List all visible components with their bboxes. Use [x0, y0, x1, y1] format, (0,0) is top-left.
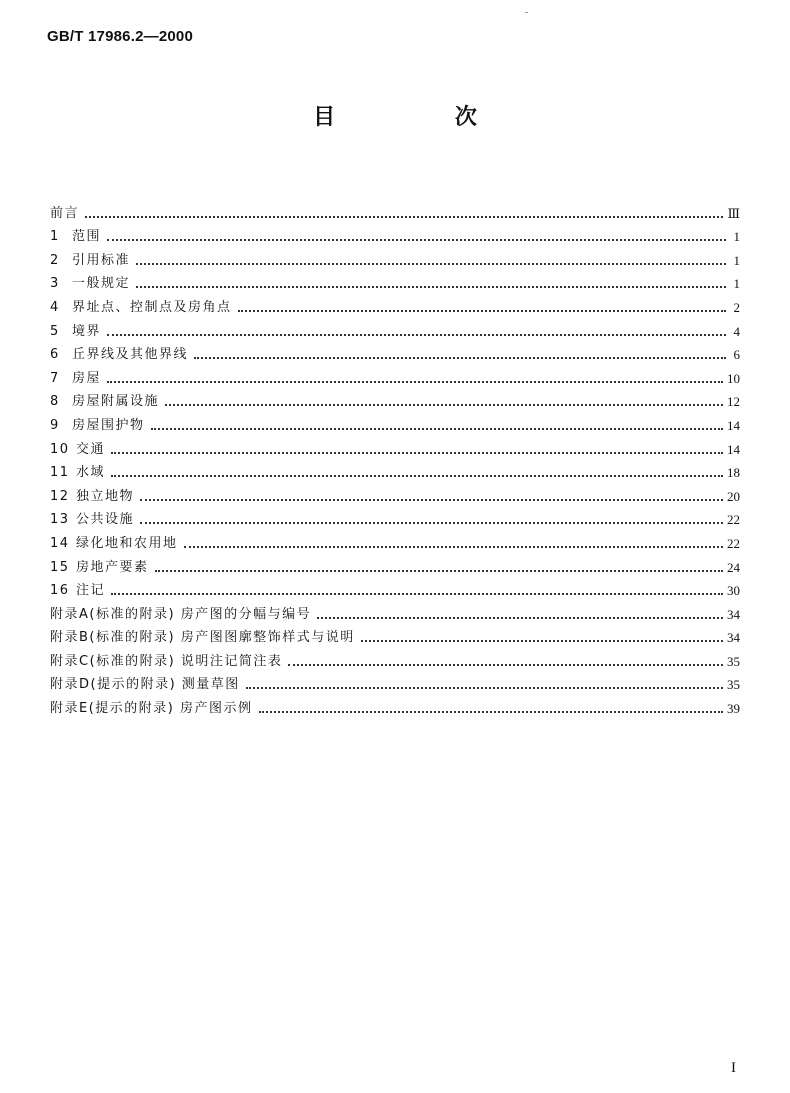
dot-leader	[238, 310, 726, 312]
toc-entry-label-group	[50, 560, 149, 576]
toc-entry-label: 附录D(提示的附录) 测量草图	[50, 677, 240, 693]
toc-entry-label-group	[50, 206, 79, 222]
dot-leader	[111, 475, 723, 477]
toc-entry[interactable]	[50, 693, 740, 717]
toc-entry-label-group	[50, 583, 105, 599]
toc-entry-number: 6	[50, 347, 60, 363]
dot-leader	[111, 593, 723, 595]
dot-leader	[136, 263, 726, 265]
toc-entry-label: 独立地物	[76, 488, 135, 504]
toc-entry[interactable]	[50, 505, 740, 529]
toc-entry[interactable]	[50, 623, 740, 647]
toc-entry[interactable]	[50, 387, 740, 411]
toc-entry-label: 境界	[72, 323, 102, 339]
toc-entry-label-group	[50, 536, 178, 552]
toc-entry-label: 界址点、控制点及房角点	[72, 299, 232, 315]
toc-entry[interactable]	[50, 269, 740, 293]
dot-leader	[155, 570, 723, 572]
dot-leader	[151, 428, 723, 430]
toc-entry-number: 1	[50, 229, 60, 245]
toc-entry-label: 引用标准	[72, 252, 131, 268]
toc-entry-number: 14	[50, 535, 70, 551]
toc-entry-number: 3	[50, 276, 60, 292]
toc-entry-page: 10	[727, 370, 740, 386]
toc-entry[interactable]	[50, 292, 740, 316]
toc-entry-page: 35	[727, 653, 740, 669]
toc-entry[interactable]	[50, 528, 740, 552]
toc-entry-label: 丘界线及其他界线	[72, 347, 189, 363]
toc-entry-label-group	[50, 489, 134, 505]
toc-entry-label: 水域	[76, 465, 106, 481]
toc-entry-label: 房屋围护物	[72, 417, 145, 433]
toc-entry[interactable]	[50, 410, 740, 434]
toc-entry-label: 房地产要素	[76, 559, 149, 575]
toc-entry-label-group	[50, 229, 101, 245]
dot-leader	[165, 404, 723, 406]
table-of-contents	[50, 198, 740, 717]
toc-entry-label: 房屋附属设施	[72, 394, 160, 410]
dot-leader	[361, 640, 723, 642]
toc-entry-label: 房屋	[72, 370, 102, 386]
toc-entry[interactable]	[50, 245, 740, 269]
toc-entry-page: 22	[727, 512, 740, 528]
toc-entry-label-group	[50, 371, 101, 387]
dot-leader	[317, 617, 723, 619]
dot-leader	[107, 239, 726, 241]
toc-entry[interactable]	[50, 363, 740, 387]
toc-entry-number: 16	[50, 583, 70, 599]
toc-entry-label-group	[50, 607, 311, 623]
toc-entry-label-group	[50, 347, 188, 363]
toc-entry-label: 附录E(提示的附录) 房产图示例	[50, 701, 253, 717]
dot-leader	[136, 286, 726, 288]
dot-leader	[288, 664, 723, 666]
toc-entry-label-group	[50, 465, 105, 481]
toc-entry-label: 公共设施	[76, 512, 135, 528]
toc-entry[interactable]	[50, 434, 740, 458]
toc-entry-page: 24	[727, 559, 740, 575]
toc-entry-page: 1	[733, 229, 740, 245]
toc-entry-label-group	[50, 512, 134, 528]
toc-entry-page: 18	[727, 465, 740, 481]
toc-entry[interactable]	[50, 576, 740, 600]
dot-leader	[184, 546, 723, 548]
toc-entry[interactable]	[50, 646, 740, 670]
toc-entry-page: 20	[727, 488, 740, 504]
toc-entry-number: 5	[50, 323, 60, 339]
toc-entry-number: 2	[50, 252, 60, 268]
toc-entry-page: 35	[727, 677, 740, 693]
toc-entry-page: 1	[733, 252, 740, 268]
page-number: I	[731, 1060, 736, 1076]
toc-entry-page: 22	[727, 535, 740, 551]
toc-entry-label: 注记	[76, 583, 106, 599]
toc-entry-label: 前言	[50, 205, 80, 221]
toc-entry-label: 附录B(标准的附录) 房产图图廓整饰样式与说明	[50, 630, 355, 646]
dot-leader	[111, 452, 723, 454]
toc-entry-page: 6	[733, 347, 740, 363]
toc-entry[interactable]	[50, 458, 740, 482]
toc-entry-page: 4	[733, 323, 740, 339]
dot-leader	[194, 357, 726, 359]
toc-entry-number: 11	[50, 465, 70, 481]
toc-entry-number: 12	[50, 488, 70, 504]
toc-entry-page: 2	[733, 299, 740, 315]
toc-entry-label: 交通	[76, 441, 106, 457]
toc-entry-label-group	[50, 701, 253, 717]
toc-entry[interactable]	[50, 198, 740, 222]
toc-entry[interactable]	[50, 552, 740, 576]
toc-entry-label-group	[50, 300, 232, 316]
toc-entry-page: 34	[727, 630, 740, 646]
dot-leader	[246, 687, 723, 689]
toc-entry-label-group	[50, 394, 159, 410]
dot-leader	[140, 522, 723, 524]
toc-entry-number: 4	[50, 299, 60, 315]
toc-entry-label: 范围	[72, 229, 102, 245]
toc-entry-label: 绿化地和农用地	[76, 535, 178, 551]
toc-entry[interactable]	[50, 670, 740, 694]
toc-entry-page: 14	[727, 441, 740, 457]
dot-leader	[140, 499, 723, 501]
dot-leader	[107, 334, 726, 336]
toc-entry-label-group	[50, 442, 105, 458]
dot-leader	[259, 711, 724, 713]
toc-entry-number: 15	[50, 559, 70, 575]
dot-leader	[107, 381, 723, 383]
toc-entry-number: 9	[50, 417, 60, 433]
toc-entry-label: 一般规定	[72, 276, 131, 292]
toc-entry-page: 14	[727, 417, 740, 433]
dot-leader	[85, 216, 723, 218]
toc-entry-page: Ⅲ	[727, 205, 740, 221]
toc-entry-page: 30	[727, 583, 740, 599]
toc-entry-number: 7	[50, 370, 60, 386]
toc-entry-label-group	[50, 418, 145, 434]
toc-entry[interactable]	[50, 599, 740, 623]
toc-entry-page: 12	[727, 394, 740, 410]
toc-entry-page: 39	[727, 701, 740, 717]
toc-entry-number: 13	[50, 512, 70, 528]
toc-entry[interactable]	[50, 340, 740, 364]
toc-entry-label-group	[50, 324, 101, 340]
toc-entry-label-group	[50, 677, 240, 693]
toc-entry-label-group	[50, 630, 355, 646]
toc-entry-label-group	[50, 654, 282, 670]
toc-entry[interactable]	[50, 316, 740, 340]
toc-entry-label-group	[50, 276, 130, 292]
toc-entry[interactable]	[50, 481, 740, 505]
toc-entry[interactable]	[50, 222, 740, 246]
page-title: 目 次	[313, 105, 533, 130]
toc-entry-label: 附录A(标准的附录) 房产图的分幅与编号	[50, 606, 312, 622]
toc-entry-number: 8	[50, 394, 60, 410]
toc-entry-number: 10	[50, 441, 70, 457]
standard-code: GB/T 17986.2—2000	[47, 28, 193, 45]
toc-entry-label-group	[50, 253, 130, 269]
toc-entry-page: 34	[727, 606, 740, 622]
toc-entry-page: 1	[733, 276, 740, 292]
scan-speck	[525, 12, 528, 13]
toc-entry-label: 附录C(标准的附录) 说明注记简注表	[50, 653, 283, 669]
